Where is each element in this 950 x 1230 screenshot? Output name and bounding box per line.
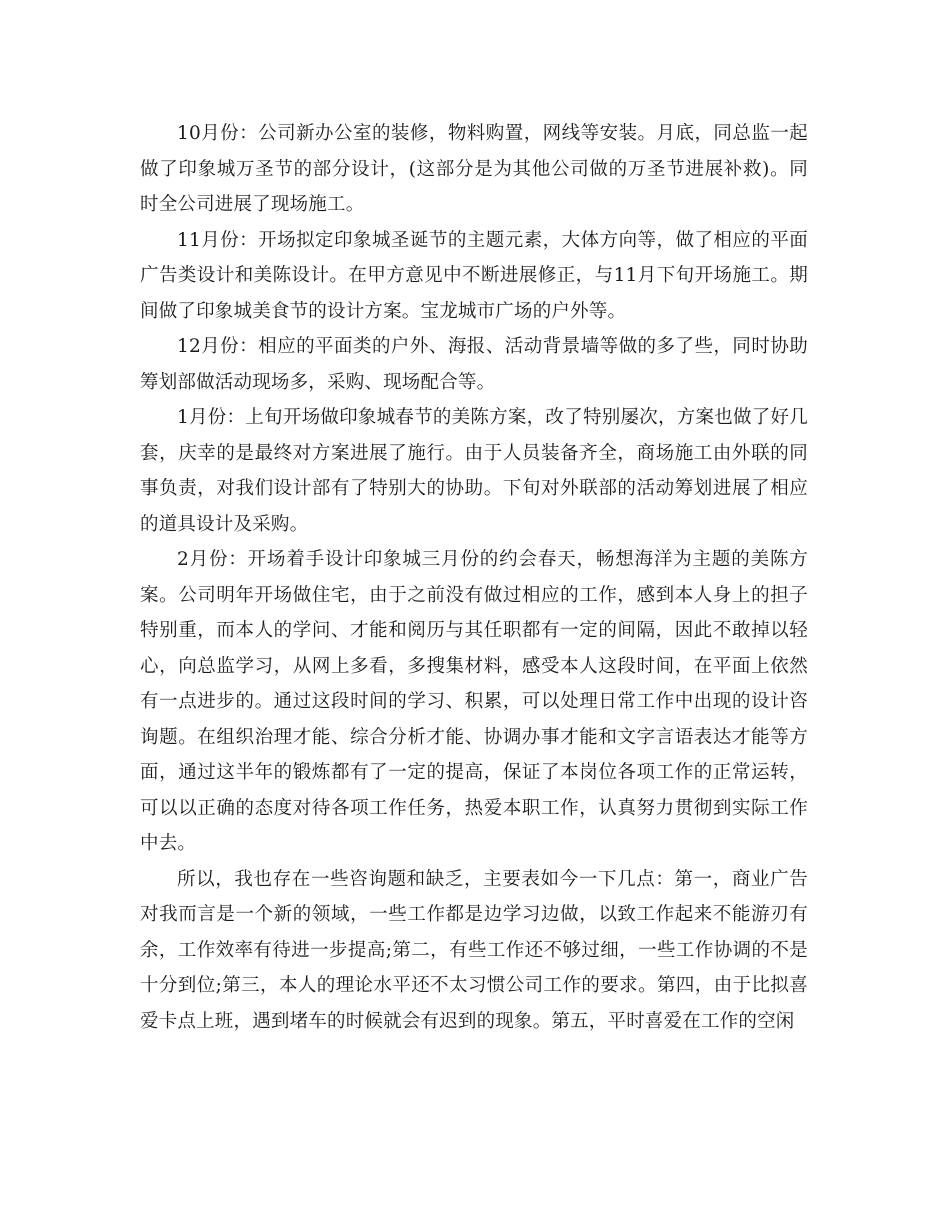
paragraph-november: 11月份：开场拟定印象城圣诞节的主题元素，大体方向等，做了相应的平面广告类设计和美陈设计。在甲方意见中不断进展修正，与11月下旬开场施工。期间做了印象城美食节的设计方案。宝龙城市广场的户外等。	[140, 229, 808, 322]
paragraph-october: 10月份：公司新办公室的装修，物料购置，网线等安装。月底，同总监一起做了印象城万圣节的部分设计，(这部分是为其他公司做的万圣节进展补救)。同时全公司进展了现场施工。	[140, 123, 808, 215]
paragraph-january: 1月份：上旬开场做印象城春节的美陈方案，改了特别屡次，方案也做了好几套，庆幸的是最终对方案进展了施行。由于人员装备齐全，商场施工由外联的同事负责，对我们设计部有了特别大的协助。下旬对外联部的活动筹划进展了相应的道具设计及采购。	[140, 407, 808, 535]
document-body	[140, 116, 808, 1039]
paragraph-february: 2月份：开场着手设计印象城三月份的约会春天，畅想海洋为主题的美陈方案。公司明年开场做住宅，由于之前没有做过相应的工作，感到本人身上的担子特别重，而本人的学问、才能和阅历与其任职都有一定的间隔，因此不敢掉以轻心，向总监学习，从网上多看，多搜集材料，感受本人这段时间，在平面上依然有一点进步的。通过这段时间的学习、积累，可以处理日常工作中出现的设计咨询题。在组织治理才能、综合分析才能、协调办事才能和文字言语表达才能等方面，通过这半年的锻炼都有了一定的提高，保证了本岗位各项工作的正常运转，可以以正确的态度对待各项工作任务，热爱本职工作，认真努力贯彻到实际工作中去。	[140, 549, 808, 854]
paragraph-december: 12月份：相应的平面类的户外、海报、活动背景墙等做的多了些，同时协助筹划部做活动现场多，采购、现场配合等。	[140, 336, 808, 393]
paragraph-shortcomings: 所以，我也存在一些咨询题和缺乏，主要表如今一下几点：第一，商业广告对我而言是一个新的领域，一些工作都是边学习边做，以致工作起来不能游刃有余，工作效率有待进一步提高;第二，有些工作还不够过细，一些工作协调的不是十分到位;第三，本人的理论水平还不太习惯公司工作的要求。第四，由于比拟喜爱卡点上班，遇到堵车的时候就会有迟到的现象。第五，平时喜爱在工作的空闲	[140, 868, 808, 1032]
